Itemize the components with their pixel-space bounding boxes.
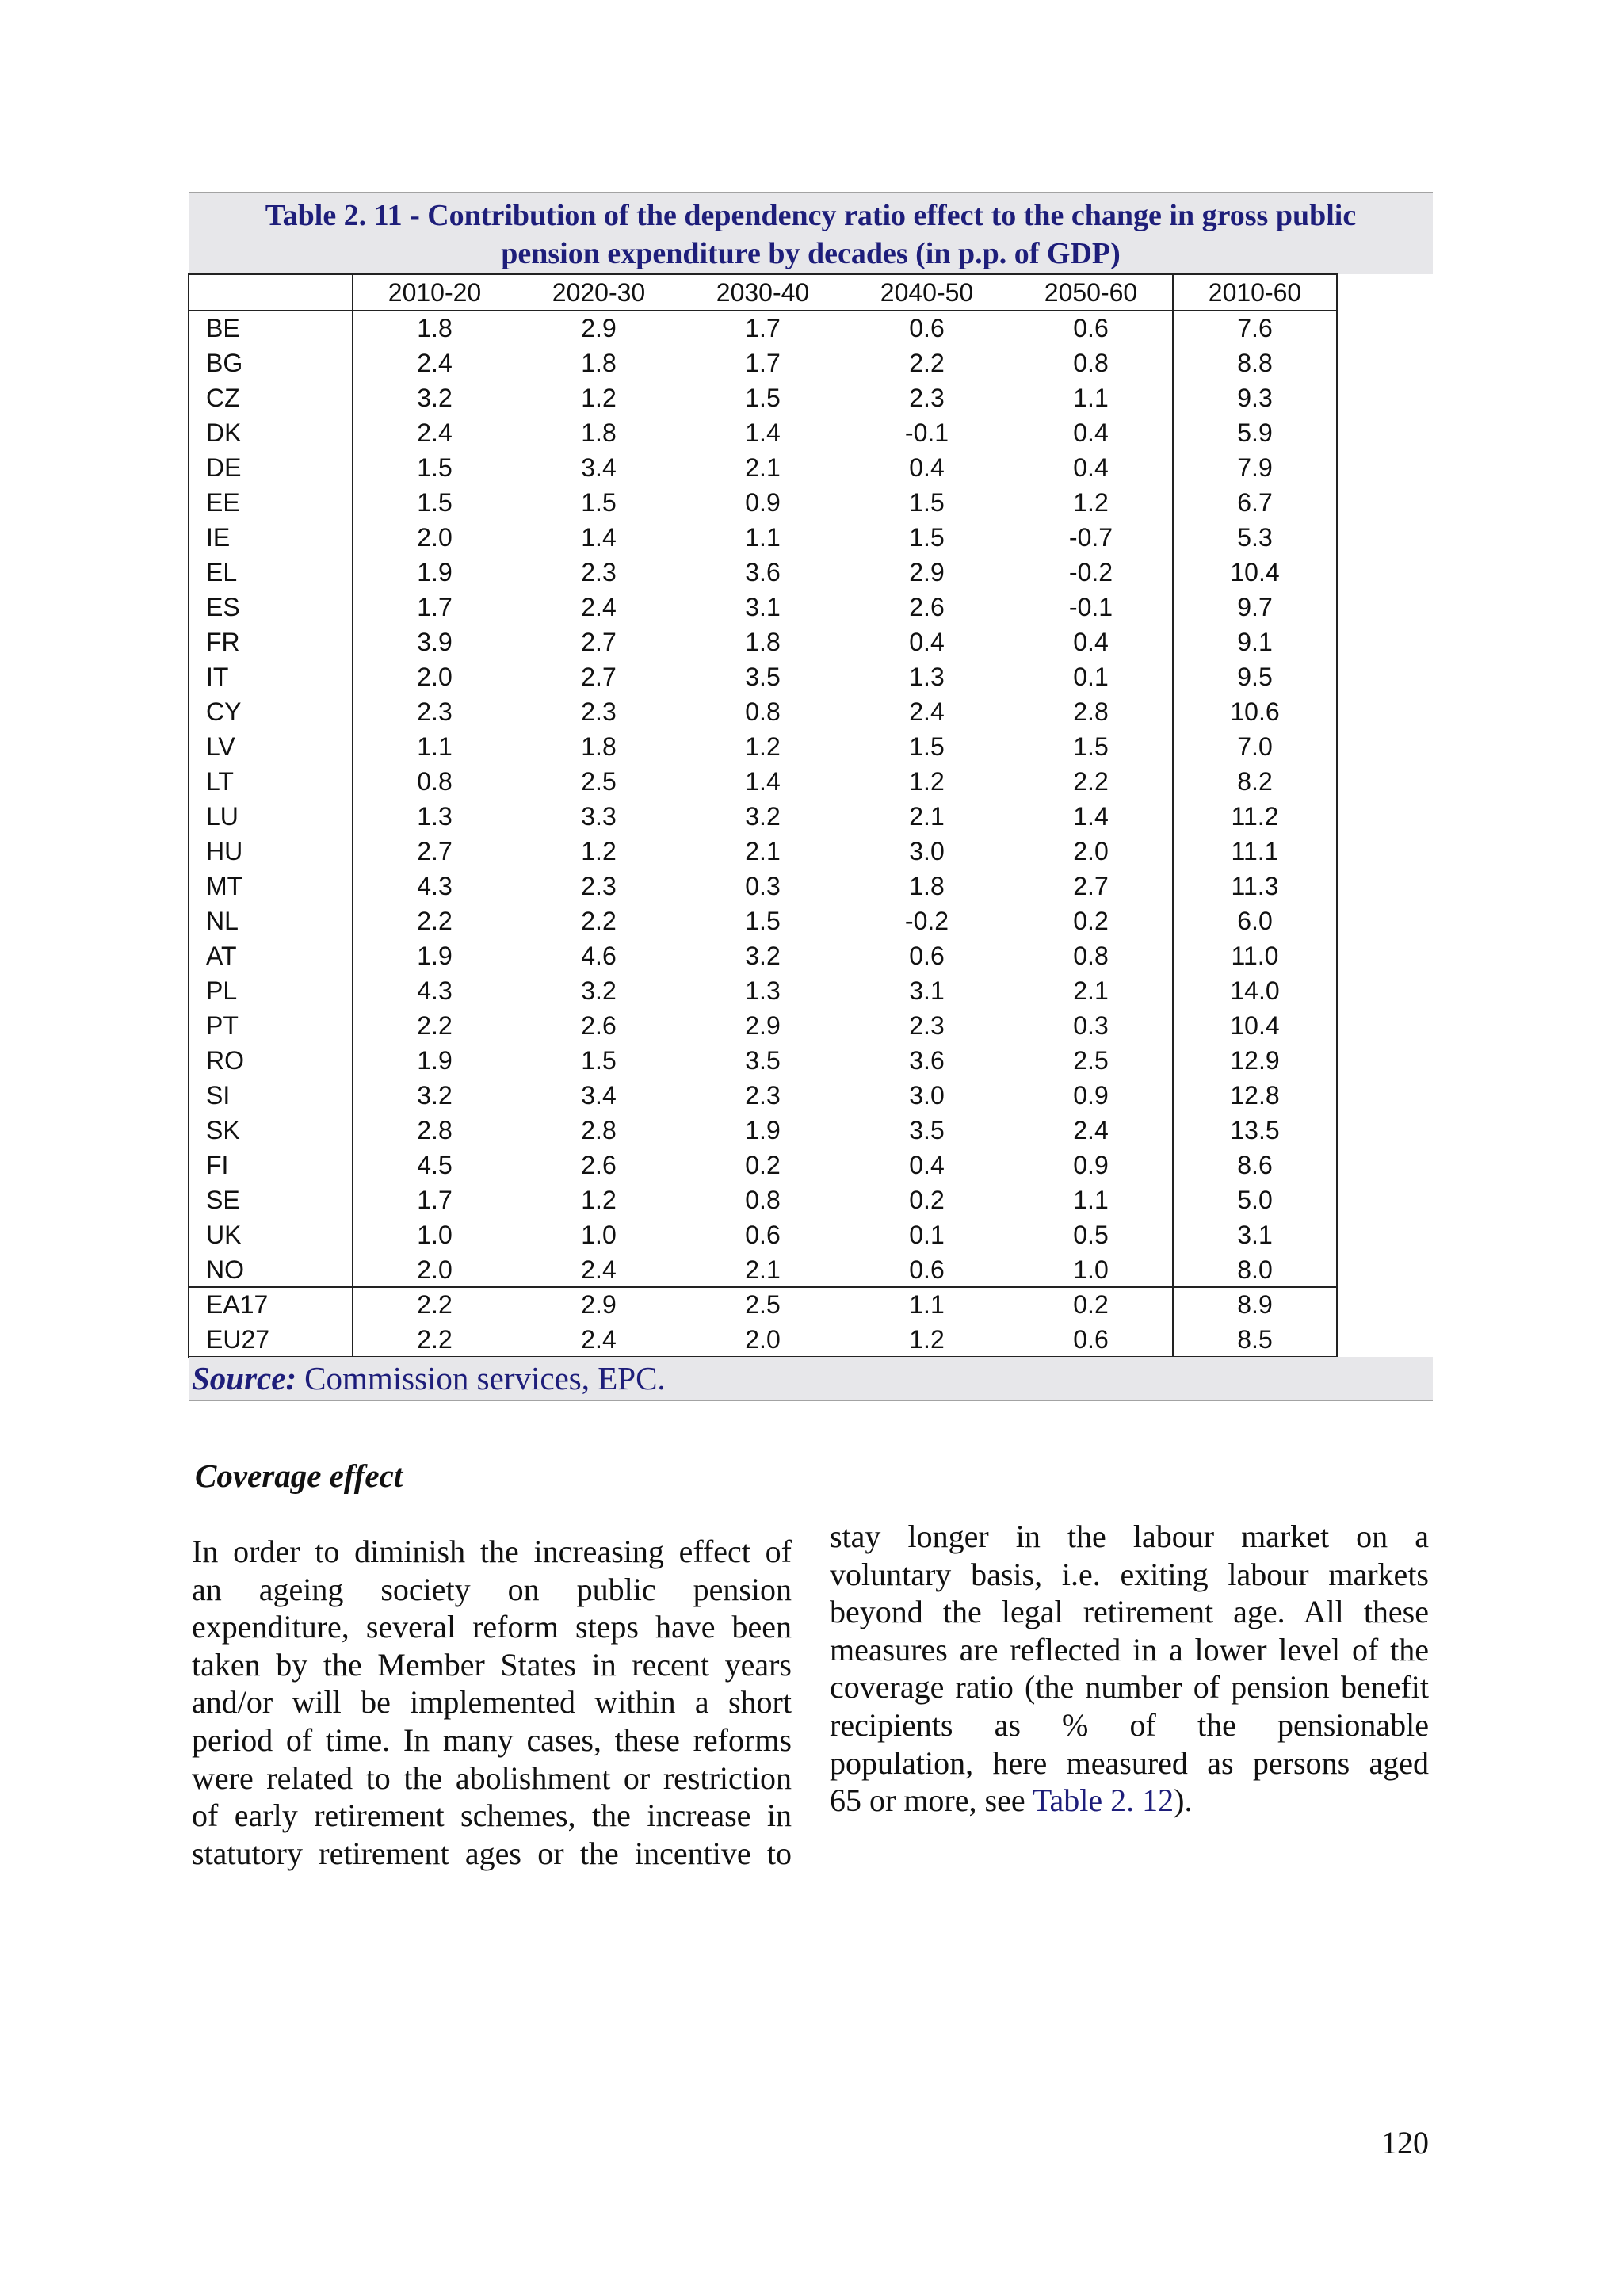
value-cell: 1.9 — [417, 1046, 453, 1075]
value-cell: 1.8 — [745, 628, 781, 656]
value-cell: 1.7 — [745, 314, 781, 342]
table-row — [189, 869, 1337, 904]
value-cell: 1.7 — [745, 349, 781, 377]
value-cell: 2.3 — [581, 558, 617, 586]
value-cell: 1.2 — [1073, 488, 1109, 517]
value-cell: 0.4 — [1073, 628, 1109, 656]
value-cell: 0.6 — [1073, 314, 1109, 342]
value-cell: 2.9 — [581, 1290, 617, 1319]
value-cell: 2.6 — [581, 1151, 617, 1179]
value-cell: 1.2 — [581, 384, 617, 412]
value-cell: 3.0 — [909, 1081, 945, 1110]
value-cell: 8.2 — [1237, 767, 1273, 796]
value-cell: 6.7 — [1237, 488, 1273, 517]
value-cell: 3.1 — [909, 976, 945, 1005]
value-cell: 2.4 — [581, 1325, 617, 1354]
value-cell: 0.2 — [909, 1186, 945, 1214]
value-cell: 2.9 — [745, 1011, 781, 1040]
value-cell: 0.4 — [909, 453, 945, 482]
text-fragment: ). — [1174, 1782, 1193, 1819]
country-label-cell: PL — [206, 976, 238, 1005]
column-header-cell: 2010-60 — [1208, 278, 1302, 307]
value-cell: 7.9 — [1237, 453, 1273, 482]
value-cell: 3.1 — [745, 593, 781, 621]
table-row — [189, 1217, 1337, 1252]
value-cell: 1.2 — [909, 767, 945, 796]
table-row — [189, 1148, 1337, 1182]
country-label-cell: EU27 — [206, 1325, 270, 1354]
value-cell: 14.0 — [1230, 976, 1280, 1005]
value-cell: -0.7 — [1068, 523, 1113, 552]
value-cell: 0.1 — [1073, 663, 1109, 691]
value-cell: 11.0 — [1231, 942, 1279, 970]
value-cell: 1.1 — [745, 523, 781, 552]
value-cell: 1.9 — [745, 1116, 781, 1144]
value-cell: 7.6 — [1237, 314, 1273, 342]
value-cell: 3.2 — [745, 802, 781, 831]
text-column-right — [830, 1518, 1429, 1820]
country-label-cell: HU — [206, 837, 243, 865]
value-cell: 2.8 — [581, 1116, 617, 1144]
country-label-cell: EL — [206, 558, 238, 586]
value-cell: 3.0 — [909, 837, 945, 865]
value-cell: 5.0 — [1237, 1186, 1273, 1214]
value-cell: 1.8 — [909, 872, 945, 900]
table-row — [189, 380, 1337, 415]
value-cell: 1.0 — [581, 1221, 617, 1249]
value-cell: 2.4 — [581, 593, 617, 621]
value-cell: 4.5 — [417, 1151, 453, 1179]
value-cell: 3.3 — [581, 802, 617, 831]
column-header-cell: 2040-50 — [880, 278, 974, 307]
value-cell: 3.9 — [417, 628, 453, 656]
value-cell: 2.6 — [909, 593, 945, 621]
value-cell: 0.2 — [1073, 1290, 1109, 1319]
value-cell: 1.5 — [581, 488, 617, 517]
value-cell: 1.5 — [909, 732, 945, 761]
value-cell: 9.1 — [1237, 628, 1273, 656]
country-label-cell: UK — [206, 1221, 242, 1249]
text-line: voluntary basis, i.e. exiting labour markets — [830, 1556, 1429, 1592]
value-cell: 8.6 — [1237, 1151, 1273, 1179]
value-cell: 7.0 — [1237, 732, 1273, 761]
country-label-cell: PT — [206, 1011, 239, 1040]
country-label-cell: BG — [206, 349, 243, 377]
value-cell: 6.0 — [1237, 907, 1273, 935]
value-cell: 1.4 — [745, 767, 781, 796]
value-cell: 3.2 — [417, 384, 453, 412]
value-cell: 2.4 — [581, 1255, 617, 1284]
table-row — [189, 1252, 1337, 1287]
header-corner-cell — [189, 274, 353, 311]
table-row — [189, 311, 1337, 346]
value-cell: -0.2 — [904, 907, 949, 935]
table-row — [189, 659, 1337, 694]
value-cell: 0.9 — [1073, 1081, 1109, 1110]
value-cell: 3.5 — [909, 1116, 945, 1144]
page-number: 120 — [1381, 2125, 1429, 2160]
value-cell: 2.8 — [1073, 697, 1109, 726]
value-cell: 12.8 — [1230, 1081, 1280, 1110]
value-cell: 10.6 — [1230, 697, 1280, 726]
value-cell: -0.2 — [1068, 558, 1113, 586]
value-cell: 0.6 — [909, 314, 945, 342]
table-row — [189, 904, 1337, 938]
country-label-cell: SE — [206, 1186, 240, 1214]
value-cell: 5.3 — [1237, 523, 1273, 552]
value-cell: 2.3 — [909, 1011, 945, 1040]
value-cell: 2.9 — [909, 558, 945, 586]
country-label-cell: DK — [206, 418, 242, 447]
value-cell: 2.3 — [417, 697, 453, 726]
text-line: were related to the abolishment or restriction — [192, 1759, 792, 1796]
value-cell: 1.2 — [745, 732, 781, 761]
value-cell: 2.7 — [417, 837, 453, 865]
value-cell: 1.8 — [581, 732, 617, 761]
table-row — [189, 729, 1337, 764]
table-row — [189, 520, 1337, 555]
value-cell: 1.5 — [909, 488, 945, 517]
value-cell: 0.3 — [745, 872, 781, 900]
value-cell: 2.4 — [417, 418, 453, 447]
value-cell: 1.1 — [417, 732, 453, 761]
value-cell: 3.2 — [581, 976, 617, 1005]
table-row — [189, 1008, 1337, 1043]
table-rule-aggregate-separator — [189, 1286, 1338, 1288]
table-row — [189, 485, 1337, 520]
value-cell: 1.4 — [1073, 802, 1109, 831]
table-row — [189, 625, 1337, 659]
table-row — [189, 555, 1337, 590]
text-line: recipients as % of the pensionable — [830, 1706, 1429, 1743]
value-cell: 2.2 — [417, 1325, 453, 1354]
country-label-cell: CZ — [206, 384, 240, 412]
text-line: of early retirement schemes, the increase in — [192, 1797, 792, 1834]
value-cell: 2.2 — [581, 907, 617, 935]
value-cell: 0.6 — [909, 942, 945, 970]
value-cell: 9.5 — [1237, 663, 1273, 691]
value-cell: 8.8 — [1237, 349, 1273, 377]
value-cell: 1.9 — [417, 558, 453, 586]
value-cell: 2.6 — [581, 1011, 617, 1040]
value-cell: 1.2 — [581, 837, 617, 865]
value-cell: 2.0 — [745, 1325, 781, 1354]
value-cell: 1.2 — [581, 1186, 617, 1214]
value-cell: 0.6 — [909, 1255, 945, 1284]
country-label-cell: NL — [206, 907, 239, 935]
value-cell: 1.0 — [1073, 1255, 1109, 1284]
value-cell: 4.3 — [417, 872, 453, 900]
value-cell: 1.3 — [417, 802, 453, 831]
text-line: an ageing society on public pension — [192, 1571, 792, 1607]
value-cell: 3.5 — [745, 1046, 781, 1075]
value-cell: 3.4 — [581, 1081, 617, 1110]
country-label-cell: AT — [206, 942, 237, 970]
value-cell: 0.3 — [1073, 1011, 1109, 1040]
value-cell: 1.5 — [1073, 732, 1109, 761]
table-header-row — [189, 274, 1337, 311]
country-label-cell: NO — [206, 1255, 244, 1284]
value-cell: 2.5 — [581, 767, 617, 796]
value-cell: 4.6 — [581, 942, 617, 970]
country-label-cell: RO — [206, 1046, 244, 1075]
table-row-aggregate — [189, 1287, 1337, 1322]
text-line: measures are reflected in a lower level of the — [830, 1631, 1429, 1668]
value-cell: 1.3 — [909, 663, 945, 691]
value-cell: 3.2 — [745, 942, 781, 970]
value-cell: 2.5 — [745, 1290, 781, 1319]
dependency-ratio-table — [189, 274, 1337, 1357]
text-line-last — [830, 1782, 1429, 1820]
value-cell: 1.7 — [417, 593, 453, 621]
value-cell: 4.3 — [417, 976, 453, 1005]
table-title-line: pension expenditure by decades (in p.p. of GDP) — [501, 237, 1121, 270]
table-row — [189, 834, 1337, 869]
table-row-aggregate — [189, 1322, 1337, 1357]
table-cross-reference-link[interactable]: Table 2. 12 — [1032, 1782, 1174, 1819]
text-line: coverage ratio (the number of pension benefit — [830, 1669, 1429, 1706]
value-cell: 1.8 — [581, 349, 617, 377]
section-heading: Coverage effect — [195, 1457, 403, 1494]
value-cell: 10.4 — [1230, 1011, 1280, 1040]
value-cell: 8.5 — [1237, 1325, 1273, 1354]
value-cell: 1.0 — [417, 1221, 453, 1249]
value-cell: 2.0 — [417, 523, 453, 552]
country-label-cell: FI — [206, 1151, 229, 1179]
table-rule-left — [188, 273, 189, 1358]
table-row — [189, 1043, 1337, 1078]
value-cell: 2.8 — [417, 1116, 453, 1144]
value-cell: 2.0 — [417, 1255, 453, 1284]
country-label-cell: CY — [206, 697, 242, 726]
table-row — [189, 346, 1337, 380]
value-cell: 2.4 — [909, 697, 945, 726]
value-cell: 2.2 — [417, 1011, 453, 1040]
value-cell: 1.8 — [417, 314, 453, 342]
column-header-cell: 2050-60 — [1044, 278, 1138, 307]
value-cell: 2.0 — [1073, 837, 1109, 865]
value-cell: 5.9 — [1237, 418, 1273, 447]
value-cell: 0.4 — [909, 628, 945, 656]
value-cell: 2.9 — [581, 314, 617, 342]
text-line: statutory retirement ages or the incentive to — [192, 1835, 792, 1871]
value-cell: 1.5 — [581, 1046, 617, 1075]
text-line: beyond the legal retirement age. All these — [830, 1594, 1429, 1630]
value-cell: 3.6 — [745, 558, 781, 586]
value-cell: 11.1 — [1231, 837, 1279, 865]
value-cell: 2.7 — [581, 628, 617, 656]
value-cell: 1.1 — [909, 1290, 945, 1319]
value-cell: 2.1 — [909, 802, 945, 831]
value-cell: 2.1 — [1073, 976, 1109, 1005]
column-header-cell: 2010-20 — [388, 278, 482, 307]
value-cell: 0.6 — [745, 1221, 781, 1249]
table-rule-label-column — [352, 273, 353, 1358]
value-cell: 3.4 — [581, 453, 617, 482]
source-label: Source: — [192, 1360, 297, 1396]
value-cell: 0.9 — [745, 488, 781, 517]
value-cell: 10.4 — [1230, 558, 1280, 586]
value-cell: 3.2 — [417, 1081, 453, 1110]
value-cell: 0.8 — [745, 697, 781, 726]
table-row — [189, 450, 1337, 485]
value-cell: 2.4 — [417, 349, 453, 377]
value-cell: 1.5 — [909, 523, 945, 552]
value-cell: 2.1 — [745, 1255, 781, 1284]
text-column-left — [192, 1533, 792, 1872]
table-row — [189, 694, 1337, 729]
value-cell: 1.8 — [581, 418, 617, 447]
value-cell: 2.4 — [1073, 1116, 1109, 1144]
table-rule-top — [189, 273, 1338, 275]
table-rule-header-bottom — [189, 310, 1338, 311]
value-cell: 0.8 — [1073, 349, 1109, 377]
value-cell: 3.1 — [1237, 1221, 1273, 1249]
text-line: In order to diminish the increasing effect of — [192, 1534, 792, 1569]
table-row — [189, 1078, 1337, 1113]
value-cell: 12.9 — [1230, 1046, 1280, 1075]
column-header-cell: 2020-30 — [552, 278, 646, 307]
table-row — [189, 1113, 1337, 1148]
value-cell: 0.4 — [909, 1151, 945, 1179]
value-cell: 1.4 — [581, 523, 617, 552]
country-label-cell: DE — [206, 453, 242, 482]
value-cell: 2.3 — [581, 697, 617, 726]
text-line: stay longer in the labour market on a — [830, 1519, 1429, 1554]
value-cell: 2.3 — [909, 384, 945, 412]
value-cell: 13.5 — [1230, 1116, 1280, 1144]
value-cell: 0.6 — [1073, 1325, 1109, 1354]
value-cell: 11.3 — [1231, 872, 1279, 900]
value-cell: 3.5 — [745, 663, 781, 691]
value-cell: 0.8 — [745, 1186, 781, 1214]
country-label-cell: FR — [206, 628, 240, 656]
value-cell: 1.1 — [1073, 384, 1109, 412]
value-cell: 2.2 — [1073, 767, 1109, 796]
table-row — [189, 799, 1337, 834]
value-cell: 2.0 — [417, 663, 453, 691]
table-title-line: Table 2. 11 - Contribution of the dependency ratio effect to the change in gross public — [265, 199, 1357, 232]
country-label-cell: MT — [206, 872, 243, 900]
country-label-cell: SK — [206, 1116, 240, 1144]
text-line: population, here measured as persons aged — [830, 1744, 1429, 1781]
value-cell: -0.1 — [1068, 593, 1113, 621]
value-cell: 0.2 — [745, 1151, 781, 1179]
table-row — [189, 973, 1337, 1008]
country-label-cell: LV — [206, 732, 235, 761]
table-row — [189, 590, 1337, 625]
country-label-cell: LU — [206, 802, 239, 831]
value-cell: 8.0 — [1237, 1255, 1273, 1284]
value-cell: 1.9 — [417, 942, 453, 970]
text-line: taken by the Member States in recent years — [192, 1646, 792, 1683]
table-row — [189, 415, 1337, 450]
value-cell: 3.6 — [909, 1046, 945, 1075]
value-cell: 2.1 — [745, 453, 781, 482]
table-title-band — [189, 192, 1433, 274]
value-cell: 1.1 — [1073, 1186, 1109, 1214]
value-cell: 1.5 — [745, 907, 781, 935]
country-label-cell: IT — [206, 663, 229, 691]
table-row — [189, 764, 1337, 799]
value-cell: 2.3 — [581, 872, 617, 900]
text-line: expenditure, several reform steps have been — [192, 1609, 792, 1645]
value-cell: 2.2 — [909, 349, 945, 377]
text-line: period of time. In many cases, these reforms — [192, 1721, 792, 1758]
table-row — [189, 1182, 1337, 1217]
country-label-cell: EA17 — [206, 1290, 269, 1319]
country-label-cell: LT — [206, 767, 234, 796]
value-cell: -0.1 — [904, 418, 949, 447]
value-cell: 0.8 — [417, 767, 453, 796]
value-cell: 1.7 — [417, 1186, 453, 1214]
country-label-cell: IE — [206, 523, 231, 552]
country-label-cell: BE — [206, 314, 240, 342]
value-cell: 0.4 — [1073, 453, 1109, 482]
column-header-cell: 2030-40 — [716, 278, 810, 307]
value-cell: 1.2 — [909, 1325, 945, 1354]
value-cell: 2.2 — [417, 907, 453, 935]
value-cell: 2.1 — [745, 837, 781, 865]
value-cell: 2.7 — [1073, 872, 1109, 900]
value-cell: 2.5 — [1073, 1046, 1109, 1075]
value-cell: 1.5 — [417, 488, 453, 517]
value-cell: 9.3 — [1237, 384, 1273, 412]
value-cell: 1.5 — [745, 384, 781, 412]
text-fragment: 65 or more, see — [830, 1782, 1033, 1819]
country-label-cell: ES — [206, 593, 240, 621]
value-cell: 0.4 — [1073, 418, 1109, 447]
value-cell: 8.9 — [1237, 1290, 1273, 1319]
table-source — [189, 1357, 1433, 1401]
value-cell: 0.8 — [1073, 942, 1109, 970]
country-label-cell: SI — [206, 1081, 231, 1110]
value-cell: 2.7 — [581, 663, 617, 691]
value-cell: 1.4 — [745, 418, 781, 447]
value-cell: 2.3 — [745, 1081, 781, 1110]
value-cell: 0.9 — [1073, 1151, 1109, 1179]
value-cell: 0.5 — [1073, 1221, 1109, 1249]
country-label-cell: EE — [206, 488, 240, 517]
table-row — [189, 938, 1337, 973]
value-cell: 11.2 — [1231, 802, 1279, 831]
text-line: and/or will be implemented within a short — [192, 1684, 792, 1721]
value-cell: 0.1 — [909, 1221, 945, 1249]
table-rule-right — [1336, 273, 1338, 1358]
value-cell: 0.2 — [1073, 907, 1109, 935]
value-cell: 1.5 — [417, 453, 453, 482]
table-rule-total-column — [1172, 273, 1174, 1358]
source-text: Commission services, EPC. — [304, 1360, 666, 1396]
value-cell: 1.3 — [745, 976, 781, 1005]
value-cell: 2.2 — [417, 1290, 453, 1319]
value-cell: 9.7 — [1237, 593, 1273, 621]
